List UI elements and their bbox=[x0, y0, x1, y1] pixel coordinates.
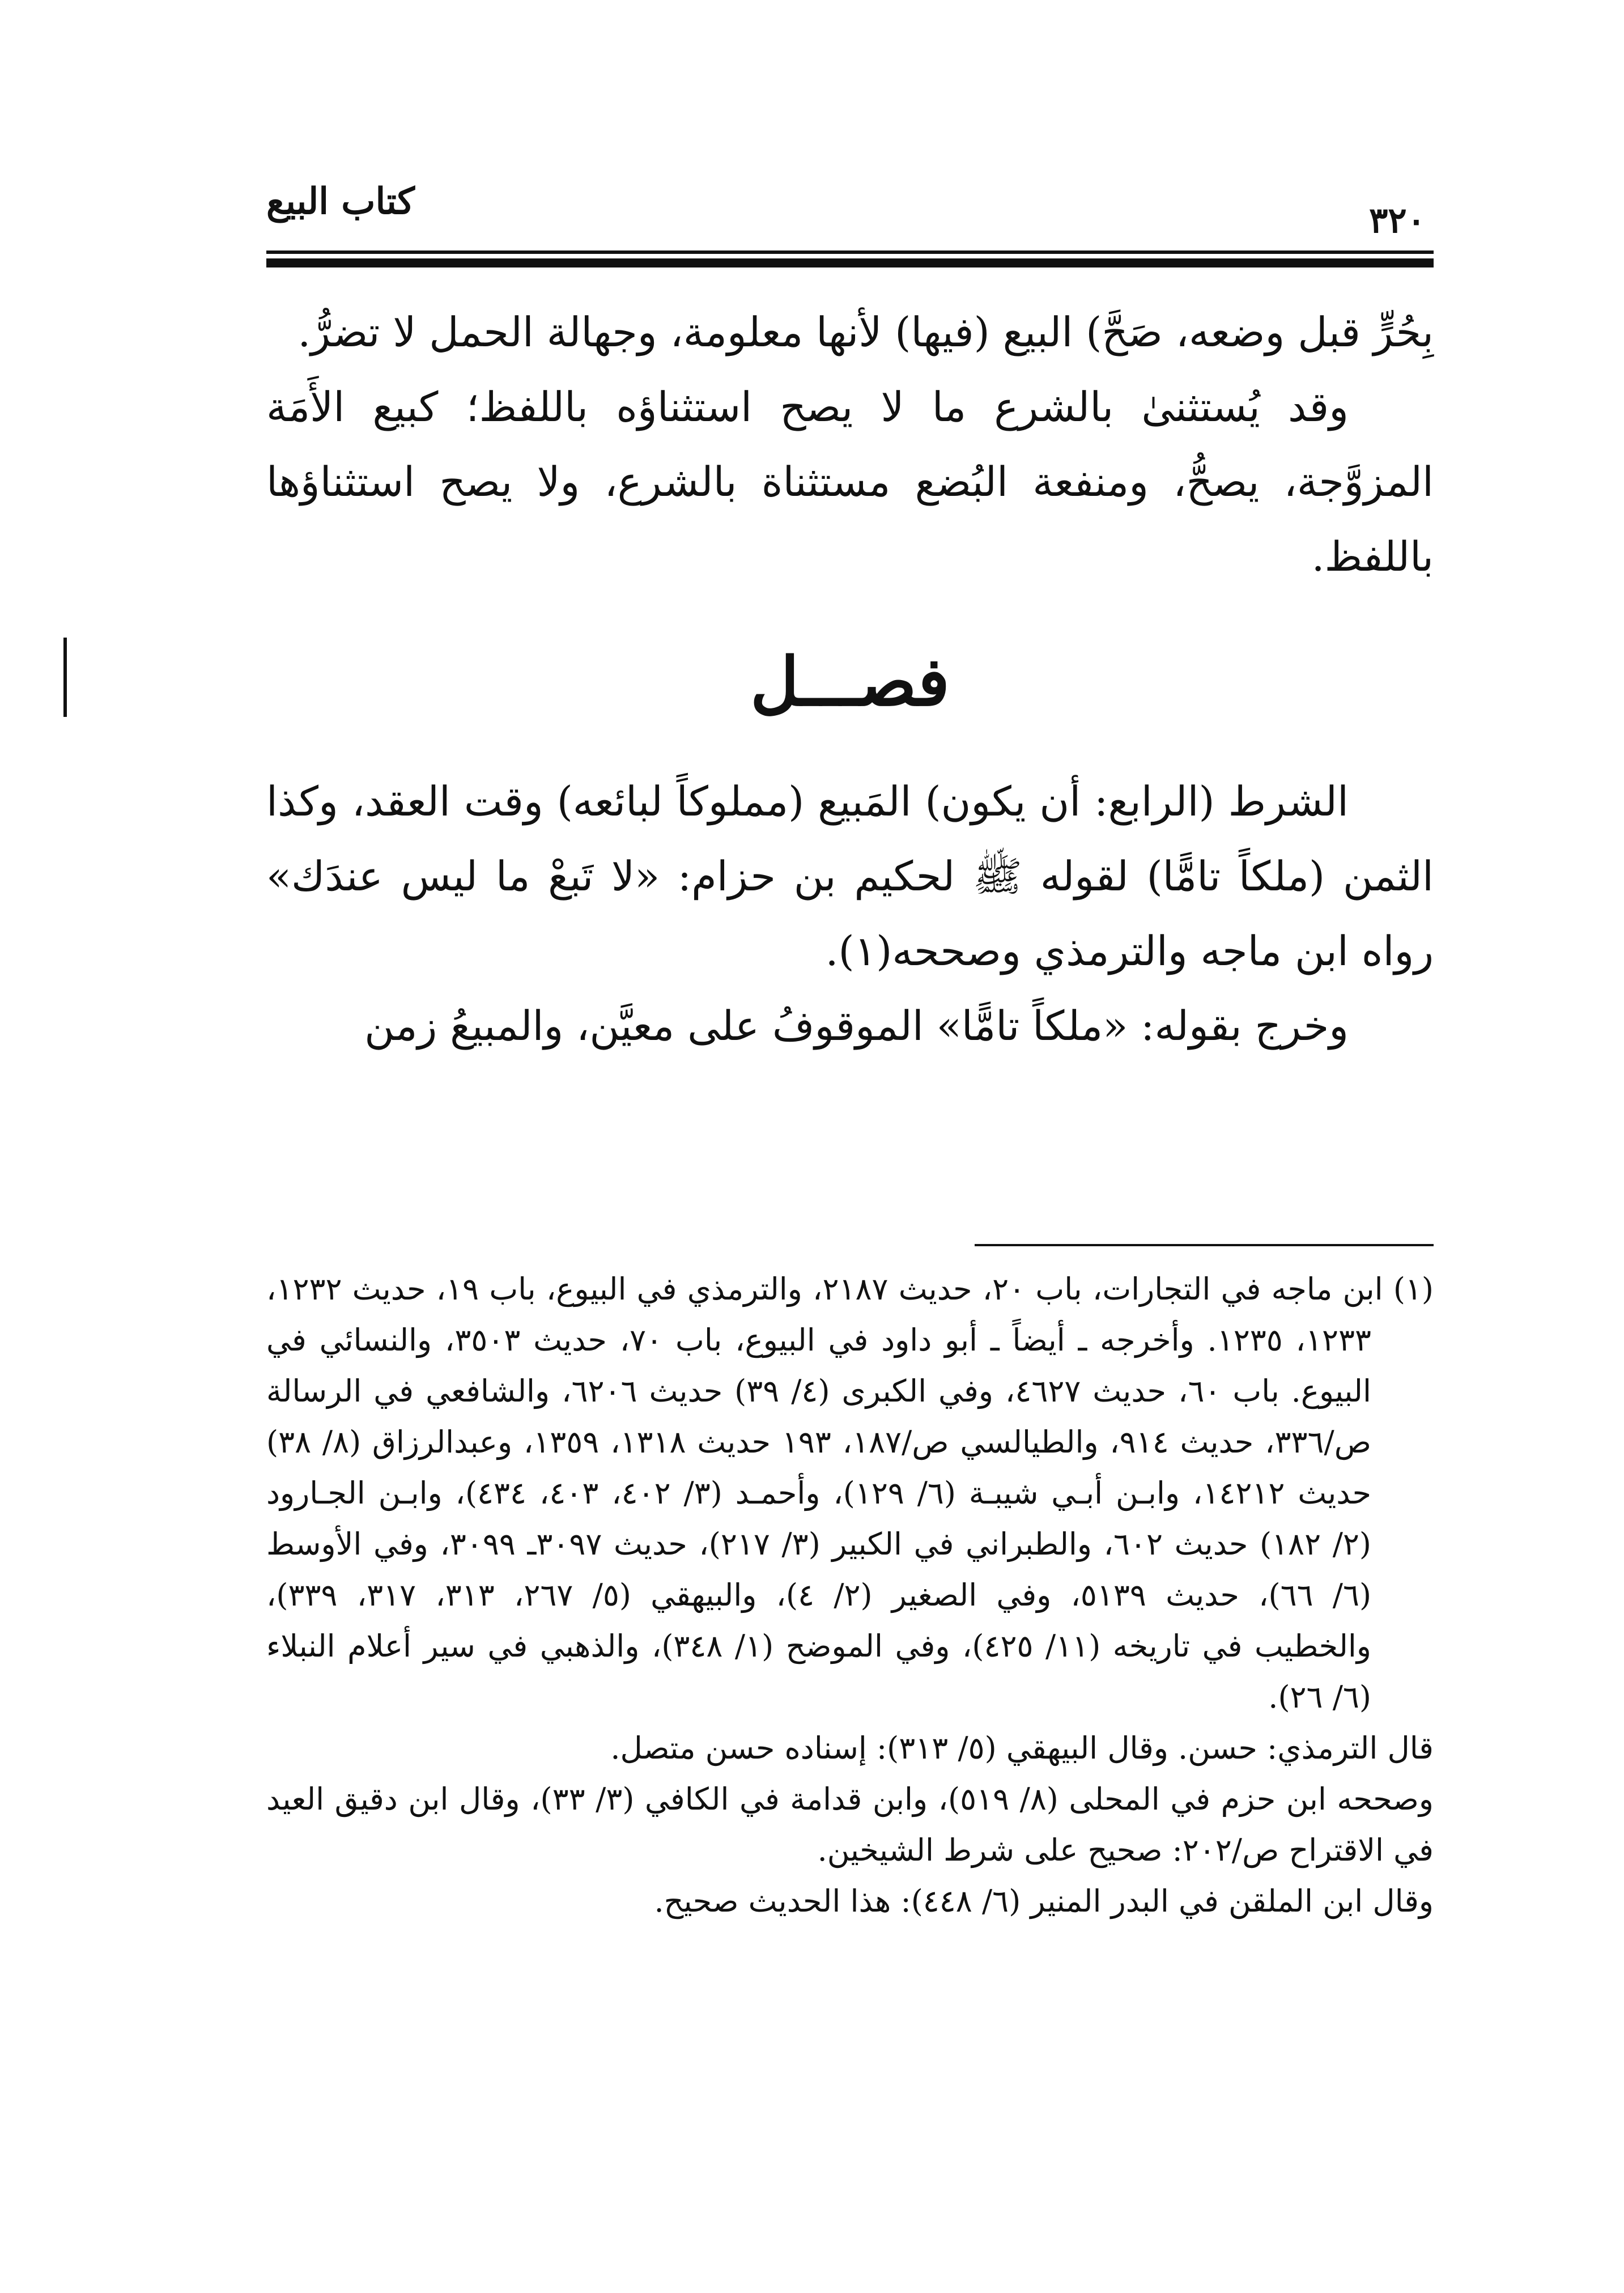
paragraph-2: وقد يُستثنىٰ بالشرع ما لا يصح استثناؤه باللفظ؛ كبيع الأَمَة المزوَّجة، يصحُّ، ومنفعة البُضع مستثناة بالشرع، ولا يصح استثناؤها باللفظ. bbox=[266, 383, 1434, 580]
footnote-1-line-3: وصححه ابن حزم في المحلى (٨/ ٥١٩)، وابن قدامة في الكافي (٣/ ٣٣)، وقال ابن دقيق العيد في الاقتراح ص/٢٠٢: صحيح على شرط الشيخين. bbox=[266, 1781, 1434, 1868]
section-heading: فصـــل bbox=[750, 642, 950, 721]
footnote-1-line-2: قال الترمذي: حسن. وقال البيهقي (٥/ ٣١٣): إسناده حسن متصل. bbox=[610, 1730, 1434, 1766]
margin-mark bbox=[63, 638, 67, 717]
footnote-1: (١) ابن ماجه في التجارات، باب ٢٠، حديث ٢١٨٧، والترمذي في البيوع، باب ١٩، حديث ١٢٣٢، ١٢٣٣، ١٢٣٥. وأخرجه ـ أيضاً ـ أبو داود في البيوع، باب ٧٠، حديث ٣٥٠٣، والنسائي في البيوع. باب ٦٠، حديث ٤٦٢٧، وفي الكبرى (٤/ ٣٩) حديث ٦٢٠٦، والشافعي في الرسالة ص/٣٣٦، حديث ٩١٤، والطيالسي ص/١٨٧، ١٩٣ حديث ١٣١٨، ١٣٥٩، وعبدالرزاق (٨/ ٣٨) حديث ١٤٢١٢، وابـن أبـي شيبـة (٦/ ١٢٩)، وأحمـد (٣/ ٤٠٢، ٤٠٣، ٤٣٤)، وابـن الجـارود (٢/ ١٨٢) حديث ٦٠٢، والطبراني في الكبير (٣/ ٢١٧)، حديث ٣٠٩٧ـ ٣٠٩٩، وفي الأوسط (٦/ ٦٦)، حديث ٥١٣٩، وفي الصغير (٢/ ٤)، والبيهقي (٥/ ٢٦٧، ٣١٣، ٣١٧، ٣٣٩)، والخطيب في تاريخه (١١/ ٤٢٥)، وفي الموضح (١/ ٣٤٨)، والذهبي في سير أعلام النبلاء (٦/ ٢٦). bbox=[266, 1271, 1434, 1715]
paragraph-4: وخرج بقوله: «ملكاً تامًّا» الموقوفُ على معيَّن، والمبيعُ زمن bbox=[364, 1002, 1349, 1050]
running-title: كتاب البيع bbox=[266, 180, 415, 223]
paragraph-1: بِحُرٍّ قبل وضعه، صَحَّ) البيع (فيها) لأنها معلومة، وجهالة الحمل لا تضرُّ. bbox=[297, 308, 1434, 356]
main-text bbox=[266, 295, 1434, 1063]
header-rule-thick bbox=[266, 258, 1434, 267]
footnote-1-line-4: وقال ابن الملقن في البدر المنير (٦/ ٤٤٨): هذا الحديث صحيح. bbox=[654, 1883, 1434, 1919]
page-number: ٣٢٠ bbox=[1369, 199, 1426, 241]
header-rule-thin bbox=[266, 250, 1434, 254]
footnote-separator bbox=[975, 1244, 1434, 1246]
footnotes bbox=[266, 1264, 1434, 1927]
paragraph-3: الشرط (الرابع: أن يكون) المَبيع (مملوكاً لبائعه) وقت العقد، وكذا الثمن (ملكاً تامًّا) لقوله ﷺ لحكيم بن حزام: «لا تَبعْ ما ليس عندَك» رواه ابن ماجه والترمذي وصححه(١). bbox=[266, 778, 1434, 975]
